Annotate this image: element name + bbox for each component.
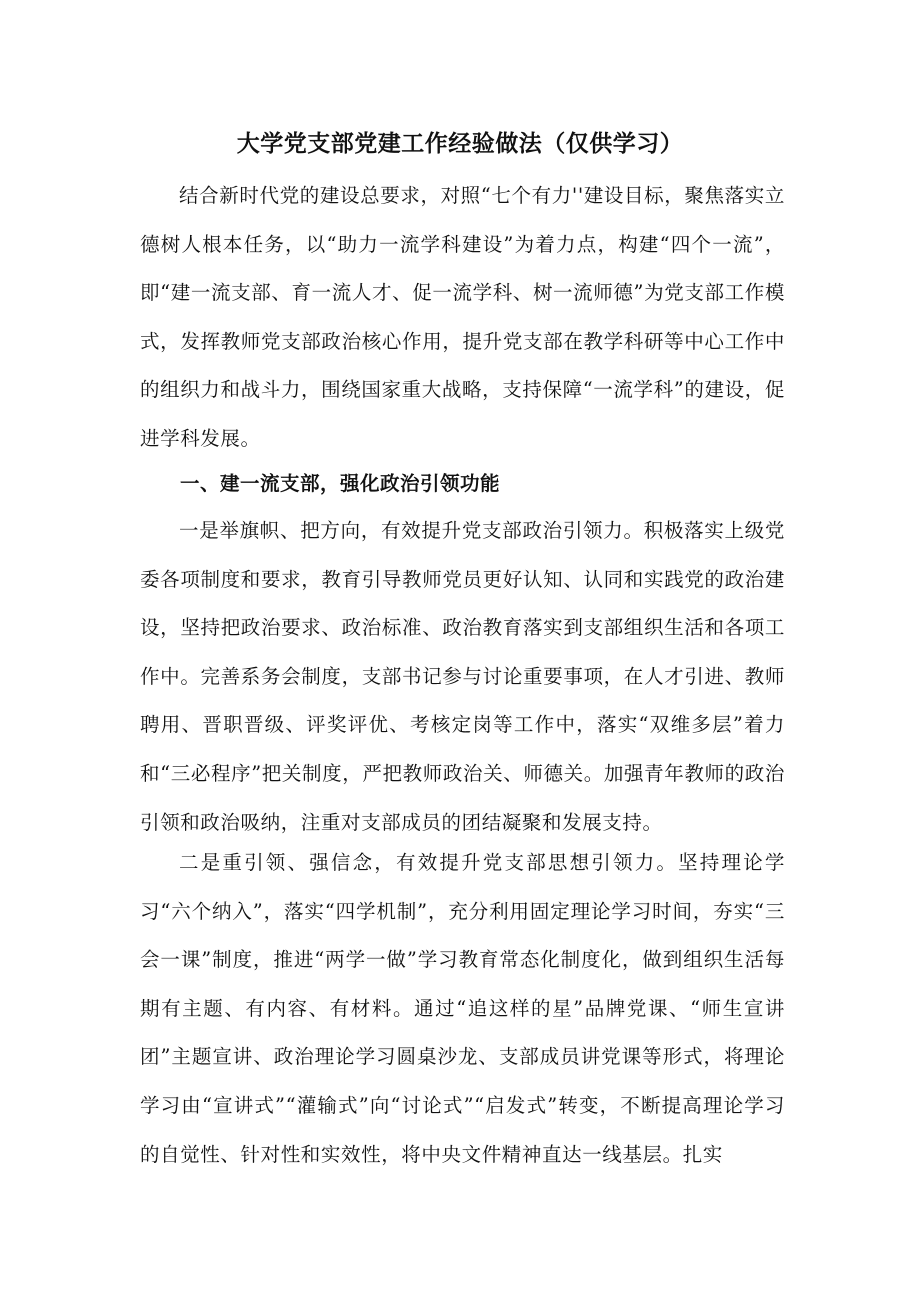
section1-paragraph1-block — [140, 507, 785, 847]
section1-paragraph1: 一是举旗帜、把方向，有效提升党支部政治引领力。积极落实上级党委各项制度和要求，教育引导教师党员更好认知、认同和实践党的政治建设，坚持把政治要求、政治标准、政治教育落实到支部组织生活和各项工作中。完善系务会制度，支部书记参与讨论重要事项，在人才引进、教师聘用、晋职晋级、评奖评优、考核定岗等工作中，落实“双维多层”着力和“三必程序”把关制度，严把教师政治关、师德关。加强青年教师的政治引领和政治吸纳，注重对支部成员的团结凝聚和发展支持。 — [140, 519, 785, 834]
document-title: 大学党支部党建工作经验做法（仅供学习） — [236, 131, 684, 157]
section1-paragraph2-block — [140, 839, 785, 1179]
section-heading: 一、建一流支部，强化政治引领功能 — [180, 472, 501, 495]
intro-paragraph-block — [140, 172, 785, 464]
intro-paragraph: 结合新时代党的建设总要求，对照“七个有力''建设目标，聚焦落实立德树人根本任务，以“助力一流学科建设”为着力点，构建“四个一流”，即“建一流支部、育一流人才、促一流学科、树一流师德”为党支部工作模式，发挥教师党支部政治核心作用，提升党支部在教学科研等中心工作中的组织力和战斗力，围绕国家重大战略，支持保障“一流学科”的建设，促进学科发展。 — [140, 184, 785, 450]
section1-paragraph2: 二是重引领、强信念，有效提升党支部思想引领力。坚持理论学习“六个纳入”，落实“四学机制”，充分利用固定理论学习时间，夯实“三会一课”制度，推进“两学一做”学习教育常态化制度化，做到组织生活每期有主题、有内容、有材料。通过“追这样的星”品牌党课、“师生宣讲团”主题宣讲、政治理论学习圆桌沙龙、支部成员讲党课等形式，将理论学习由“宣讲式”“灌输式”向“讨论式”“启发式”转变，不断提高理论学习的自觉性、针对性和实效性，将中央文件精神直达一线基层。扎实 — [140, 851, 785, 1166]
